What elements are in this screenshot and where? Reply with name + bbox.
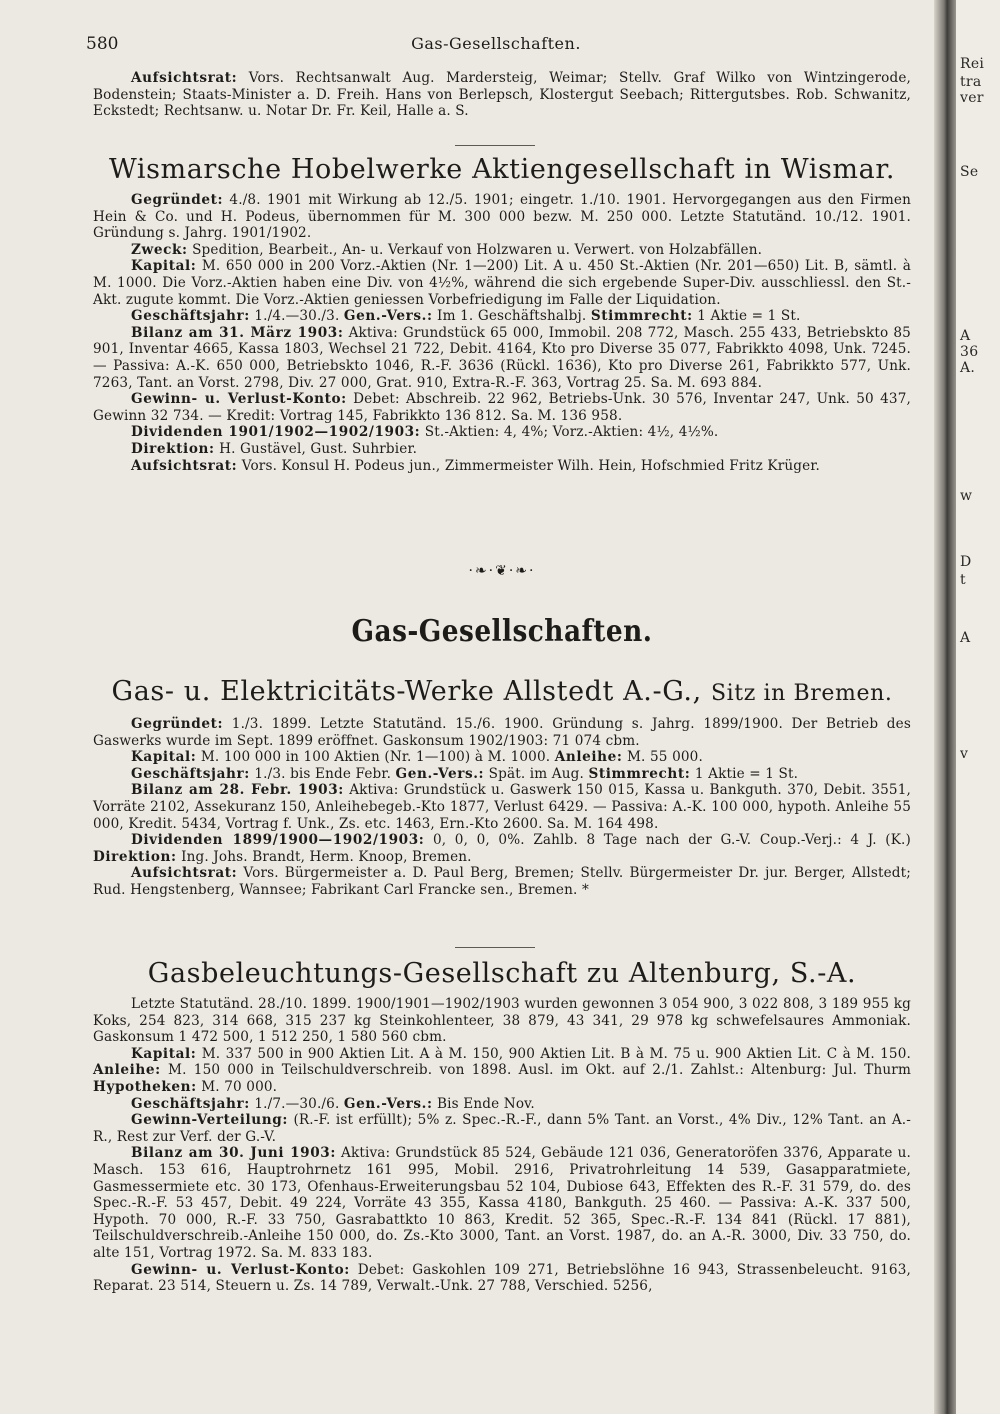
field-text: 4./8. 1901 mit Wirkung ab 12./5. 1901; eingetr. 1./10. 1901. Hervorgegangen aus den Firmen Hein & Co. und H. Podeus, übernommen für M. 300 000 bezw. M. 250 000. Letzte Statutänd. 10./12. 1901. Gründung s. Jahrg. 1901/1902. [93, 192, 911, 242]
next-page-fragment: Rei [960, 56, 985, 72]
field-text: (R.-F. ist erfüllt); 5% z. Spec.-R.-F., dann 5% Tant. an Vorst., 4% Div., 12% Tant. an A.-R., Rest zur Verf. der G.-V. [93, 1112, 912, 1145]
next-page-fragment: 36 [960, 344, 979, 360]
previous-entry-tail [93, 70, 911, 120]
next-page-fragment: A [960, 328, 971, 344]
field-text: Vors. Bürgermeister a. D. Paul Berg, Bremen; Stellv. Bürgermeister Dr. jur. Berger, Allstedt; Rud. Hengstenberg, Wannsee; Fabrikant Carl Francke sen., Bremen. * [93, 865, 911, 898]
entry-paragraph [93, 325, 911, 391]
field-key: Aufsichtsrat: [131, 70, 238, 86]
entry-paragraph [93, 192, 911, 242]
field-text: Spedition, Bearbeit., An- u. Verkauf von Holzwaren u. Verwert. von Holzabfällen. [192, 241, 763, 258]
field-key: Gegründet: [131, 716, 224, 732]
entry-paragraph [93, 749, 911, 766]
entry-paragraph [93, 782, 911, 832]
field-text: 1./7.—30./6. [254, 1095, 340, 1112]
field-key: Bilanz am 28. Febr. 1903: [131, 782, 344, 799]
entry-paragraph [93, 70, 911, 120]
field-text: Im 1. Geschäftshalbj. [437, 308, 587, 325]
entry-paragraph [93, 258, 911, 308]
field-key: Anleihe: [554, 749, 623, 766]
entry-paragraph [93, 832, 911, 865]
next-page-fragment: ver [960, 90, 984, 106]
field-key: Anleihe: [93, 1062, 161, 1079]
company-entry-wismar [93, 154, 911, 474]
field-key: Dividenden 1901/1902—1902/1903: [131, 424, 421, 441]
field-key: Kapital: [131, 749, 197, 766]
section-title: Gas-Gesellschaften. [351, 614, 653, 649]
next-page-edge [956, 0, 1000, 1414]
field-text: 1./3. 1899. Letzte Statutänd. 15./6. 1900. Gründung s. Jahrg. 1899/1900. Der Betrieb des Gaswerks wurde im Sept. 1899 eröffnet. Gaskonsum 1902/1903: 71 074 cbm. [93, 716, 911, 749]
entry-paragraph [93, 308, 911, 325]
entry-paragraph [93, 391, 911, 424]
separator-rule [455, 947, 535, 948]
field-text: Vors. Rechtsanwalt Aug. Mardersteig, Weimar; Stellv. Graf Wilko von Wintzingerode, Bodenstein; Staats-Minister a. D. Freih. Hans von Berlepsch, Klostergut Seebach; Rittergutsbes. Rob. Schwanitz, Eckstedt; Rechtsanw. u. Notar Dr. Fr. Keil, Halle a. S. [93, 70, 911, 120]
field-text: Vors. Konsul H. Podeus jun., Zimmermeister Wilh. Hein, Hofschmied Fritz Krüger. [241, 457, 820, 474]
field-key: Geschäftsjahr: [131, 1095, 250, 1112]
entry-paragraph [93, 424, 911, 441]
entry-paragraph [93, 1145, 911, 1261]
field-text: M. 55 000. [626, 749, 703, 766]
field-key: Bilanz am 31. März 1903: [131, 324, 344, 341]
next-page-fragment: tra [960, 74, 982, 90]
separator-rule [455, 145, 535, 146]
field-text: 1 Aktie = 1 St. [694, 765, 799, 782]
next-page-fragment: v [960, 746, 969, 762]
field-text: 1./3. bis Ende Febr. [254, 765, 392, 782]
field-text: Debet: Gaskohlen 109 271, Betriebslöhne 16 943, Strassenbeleucht. 9163, Reparat. 23 514, Steuern u. Zs. 14 789, Verwalt.-Unk. 27 788, Verschied. 5256, [93, 1261, 911, 1295]
field-key: Stimmrecht: [588, 765, 691, 782]
entry-paragraph [93, 996, 911, 1046]
company-title [93, 676, 911, 710]
field-key: Geschäftsjahr: [131, 308, 250, 325]
field-key: Stimmrecht: [590, 308, 693, 325]
field-text: M. 650 000 in 200 Vorz.-Aktien (Nr. 1—200) Lit. A u. 450 St.-Aktien (Nr. 201—650) Lit. B, sämtl. à M. 1000. Die Vorz.-Aktien haben eine Div. von 4½%, während die sich ergebende Super-Div. ausschliessl. den St.-Akt. zugute kommt. Die Vorz.-Aktien geniessen Vorbefriedigung im Falle der Liquidation. [93, 258, 911, 308]
field-text: Bis Ende Nov. [437, 1095, 535, 1112]
field-text: M. 337 500 in 900 Aktien Lit. A à M. 150, 900 Aktien Lit. B à M. 75 u. 900 Aktien Lit. C à M. 150. [201, 1045, 911, 1062]
field-key: Dividenden 1899/1900—1902/1903: [131, 832, 425, 849]
field-key: Hypotheken: [93, 1078, 197, 1095]
field-key: Gewinn-Verteilung: [131, 1112, 288, 1129]
field-text: M. 100 000 in 100 Aktien (Nr. 1—100) à M. 1000. [200, 749, 551, 766]
entry-paragraph [93, 1096, 911, 1113]
entry-paragraph [93, 1262, 911, 1295]
running-head: Gas-Gesellschaften. [411, 34, 581, 53]
page-number: 580 [86, 34, 119, 54]
company-entry-altenburg [93, 958, 911, 1295]
entry-paragraph [93, 1046, 911, 1096]
next-page-fragment: D [960, 554, 972, 570]
field-text: Aktiva: Grundstück u. Gaswerk 150 015, Kassa u. Bankguth. 370, Debit. 3551, Vorräte 2102, Assekuranz 150, Anleihebegeb.-Kto 1877, Verlust 6429. — Passiva: A.-K. 100 000, hypoth. Anleihe 55 000, Kredit. 5434, Vortrag f. Unk., Zs. etc. 1463, Ern.-Kto 2600. Sa. M. 164 498. [93, 782, 911, 832]
field-text: Aktiva: Grundstück 65 000, Immobil. 208 772, Masch. 255 433, Betriebskto 85 901, Inventar 4665, Kassa 1803, Wechsel 21 722, Debit. 4164, Kto pro Diverse 35 077, Fabrikkto 4098, Unk. 7245. — Passiva: A.-K. 650 000, Betriebskto 1046, R.-F. 3636 (Rückl. 1636), Kto pro Diverse 261, Fabrikkto 577, Unk. 7263, Tant. an Vorst. 2798, Div. 27 000, Grat. 910, Extra-R.-F. 363, Vortrag 25. Sa. M. 693 884. [93, 324, 911, 391]
company-title: Wismarsche Hobelwerke Aktiengesellschaft in Wismar. [108, 154, 896, 185]
field-text: 1 Aktie = 1 St. [697, 308, 801, 325]
field-key: Aufsichtsrat: [131, 457, 238, 474]
field-key: Kapital: [131, 1045, 197, 1062]
field-text: 0, 0, 0, 0%. Zahlb. 8 Tage nach der G.-V. Coup.-Verj.: 4 J. (K.) [432, 832, 911, 849]
next-page-fragment: Se [960, 164, 979, 180]
field-text: 1./4.—30./3. [254, 308, 340, 325]
entry-paragraph [93, 242, 911, 259]
field-text: H. Gustävel, Gust. Suhrbier. [219, 440, 418, 457]
field-key: Gen.-Vers.: [343, 1095, 433, 1112]
company-name: Gas- u. Elektricitäts-Werke Allstedt A.-G., [111, 676, 702, 707]
entry-paragraph [93, 716, 911, 749]
entry-paragraph [93, 458, 911, 475]
field-key: Gen.-Vers.: [395, 765, 485, 782]
field-text: Aktiva: Grundstück 85 524, Gebäude 121 036, Generatoröfen 3376, Apparate u. Masch. 153 616, Hauptrohrnetz 161 995, Mobil. 2916, Privatrohrleitung 14 539, Gasapparatmiete, Gasmessermiete etc. 30 173, Ofenhaus-Erweiterungsbau 52 104, Dubiose 643, Effekten des R.-F. 31 579, do. des Spec.-R.-F. 53 457, Debit. 49 224, Vorräte 43 355, Kassa 4180, Bankguth. 25 460. — Passiva: A.-K. 337 500, Hypoth. 70 000, R.-F. 33 750, Gasrabattkto 10 863, Kredit. 52 365, Spec.-R.-F. 134 841 (Rückl. 17 881), Teilschuldverschreib.-Anleihe 150 000, do. Zs.-Kto 3000, Tant. an Vorst. 1987, do. an A.-R. 3000, Div. 33 750, do. alte 151, Vortrag 1972. Sa. M. 833 183. [93, 1145, 911, 1261]
entry-paragraph [93, 766, 911, 783]
entry-paragraph [93, 1112, 911, 1145]
entry-paragraph [93, 441, 911, 458]
field-text: Spät. im Aug. [488, 765, 584, 782]
field-key: Gewinn- u. Verlust-Konto: [131, 1261, 350, 1278]
field-text: M. 150 000 in Teilschuldverschreib. von 1898. Ausl. im Okt. auf 2./1. Zahlst.: Altenburg: Jul. Thurm [168, 1062, 911, 1079]
field-text: St.-Aktien: 4, 4%; Vorz.-Aktien: 4½, 4½%. [424, 424, 719, 441]
field-key: Direktion: [131, 440, 215, 457]
field-text: Ing. Johs. Brandt, Herm. Knoop, Bremen. [181, 848, 472, 865]
next-page-fragment: A [960, 630, 971, 646]
field-key: Zweck: [131, 241, 188, 258]
next-page-fragment: A. [960, 360, 976, 376]
company-entry-allstedt [93, 676, 911, 899]
field-key: Geschäftsjahr: [131, 765, 250, 782]
page-header [86, 34, 906, 56]
entry-paragraph [93, 865, 911, 898]
company-seat: Sitz in Bremen. [710, 681, 893, 706]
next-page-fragment: w [960, 488, 973, 504]
field-text: Debet: Abschreib. 22 962, Betriebs-Unk. 30 576, Inventar 247, Unk. 50 437, Gewinn 32 734. — Kredit: Vortrag 145, Fabrikkto 136 812. Sa. M. 136 958. [93, 391, 911, 424]
book-gutter [934, 0, 956, 1414]
field-key: Aufsichtsrat: [131, 865, 238, 882]
field-text: M. 70 000. [201, 1078, 278, 1095]
field-key: Direktion: [93, 848, 177, 865]
field-key: Bilanz am 30. Juni 1903: [131, 1145, 336, 1162]
field-key: Gewinn- u. Verlust-Konto: [131, 391, 347, 408]
field-key: Gegründet: [131, 192, 224, 208]
ornament-divider: ·❧·❦·❧· [468, 563, 536, 579]
field-key: Kapital: [131, 258, 197, 275]
field-key: Gen.-Vers.: [343, 308, 433, 325]
next-page-fragment: t [960, 572, 966, 588]
company-title: Gasbeleuchtungs-Gesellschaft zu Altenburg, S.-A. [147, 958, 857, 989]
field-text: Letzte Statutänd. 28./10. 1899. 1900/1901—1902/1903 wurden gewonnen 3 054 900, 3 022 808, 3 189 955 kg Koks, 254 823, 314 668, 315 237 kg Steinkohlenteer, 38 879, 43 341, 29 978 kg schwefelsaures Ammoniak. Gaskonsum 1 472 500, 1 512 250, 1 580 560 cbm. [93, 996, 911, 1046]
